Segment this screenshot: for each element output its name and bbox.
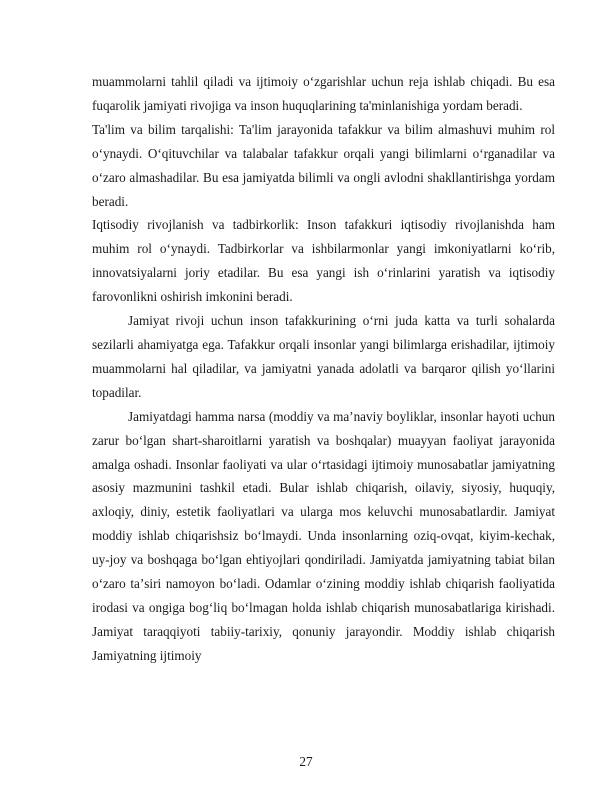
paragraph-continuation: muammolarni tahlil qiladi va ijtimoiy oʻzgarishlar uchun reja ishlab chiqadi. Bu esa fuqarolik jamiyati rivojiga va inson huquqlarining ta'minlanishiga yordam beradi. bbox=[92, 74, 555, 113]
paragraph-society-thinking: Jamiyat rivoji uchun inson tafakkurining oʻrni juda katta va turli sohalarda sezilarli ahamiyatga ega. Tafakkur orqali insonlar yangi bilimlarga erishadilar, ijtimoiy muammolarni hal qiladilar, va jamiyatni yanada adolatli va barqaror qilish yoʻllarini topadilar. bbox=[92, 313, 555, 400]
paragraph-education: Ta'lim va bilim tarqalishi: Ta'lim jarayonida tafakkur va bilim almashuvi muhim rol oʻynaydi. Oʻqituvchilar va talabalar tafakkur orqali yangi bilimlarni oʻrganadilar va oʻzaro almashadilar. Bu esa jamiyatda bilimli va ongli avlodni shakllantirishga yordam beradi. bbox=[92, 121, 555, 209]
page-number: 27 bbox=[299, 754, 313, 769]
paragraph-social-activity: Jamiyatdagi hamma narsa (moddiy va maʼnaviy boyliklar, insonlar hayoti uchun zarur boʻlgan shart-sharoitlarni yaratish va boshqalar) muayyan faoliyat jarayonida amalga oshadi. Insonlar faoliyati va ular oʻrtasidagi ijtimoiy munosabatlar jamiyatning asosiy mazmunini tashkil etadi. Bular ishlab chiqarish, oilaviy, siyosiy, huquqiy, axloqiy, diniy, estetik faoliyatlari va ularga mos keluvchi munosabatlardir. Jamiyat moddiy ishlab chiqarishsiz boʻlmaydi. Unda insonlarning oziq-ovqat, kiyim-kechak, uy-joy va boshqaga boʻlgan ehtiyojlari qondiriladi. Jamiyatda jamiyatning tabiat bilan oʻzaro taʼsiri namoyon boʻladi. Odamlar oʻzining moddiy ishlab chiqarish faoliyatida irodasi va ongiga bogʻliq boʻlmagan holda ishlab chiqarish munosabatlariga kirishadi. Jamiyat taraqqiyoti tabiiy-tarixiy, qonuniy jarayondir. Moddiy ishlab chiqarish Jamiyatning ijtimoiy bbox=[92, 408, 555, 663]
body-text bbox=[92, 70, 555, 668]
paragraph-economy: Iqtisodiy rivojlanish va tadbirkorlik: Inson tafakkuri iqtisodiy rivojlanishda ham muhim rol oʻynaydi. Tadbirkorlar va ishbilarmonlar yangi imkoniyatlarni koʻrib, innovatsiyalarni joriy etadilar. Bu esa yangi ish oʻrinlarini yaratish va iqtisodiy farovonlikni oshirish imkonini beradi. bbox=[92, 217, 555, 305]
